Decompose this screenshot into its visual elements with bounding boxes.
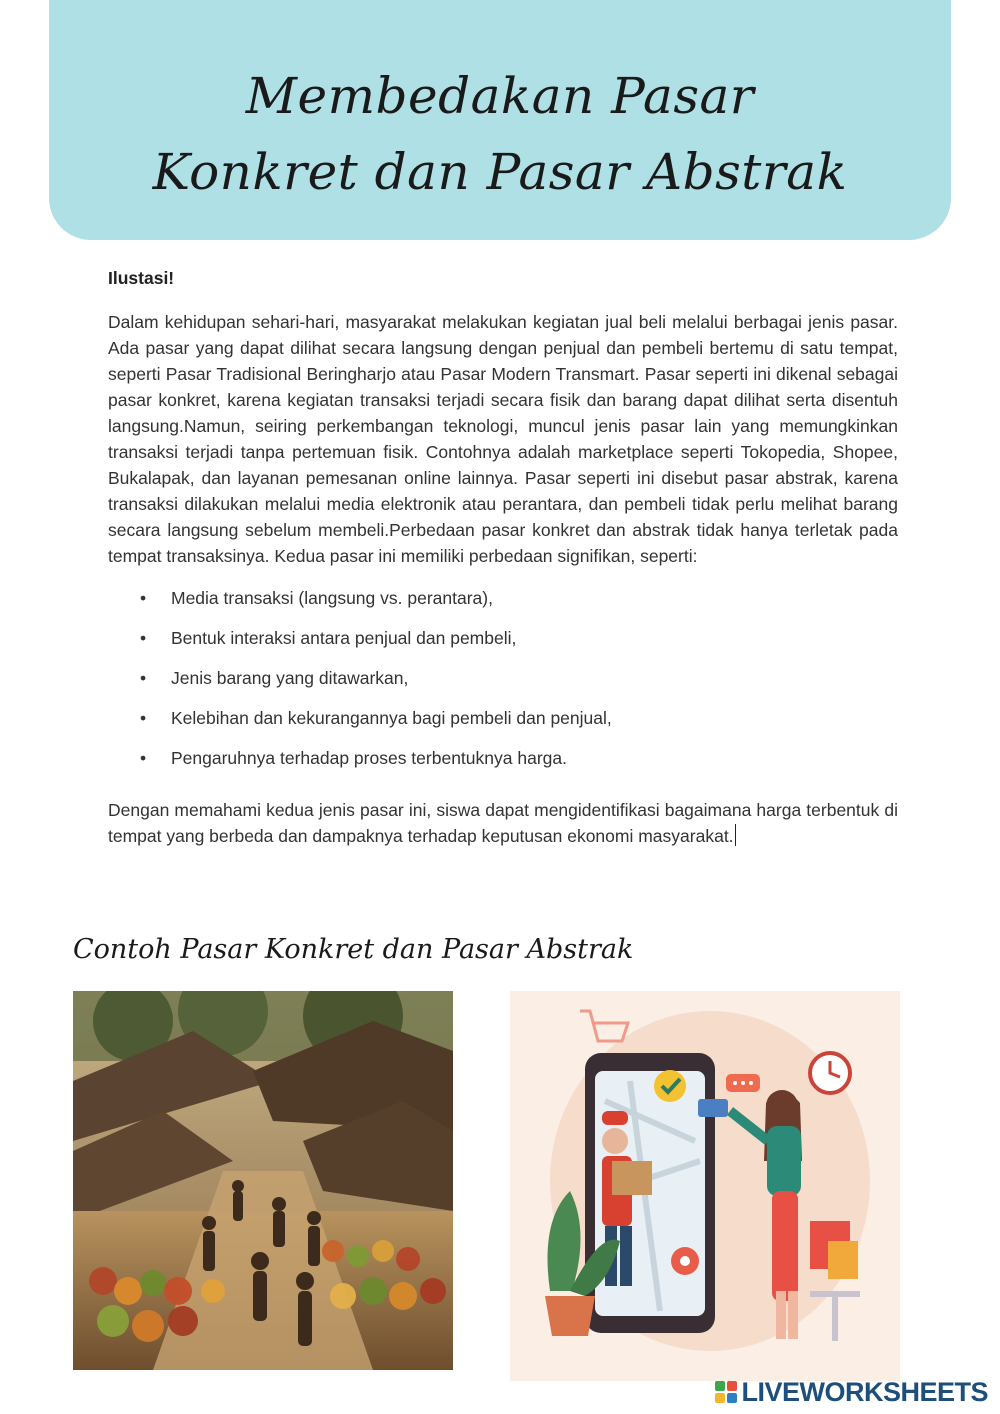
bullet-icon: • <box>140 708 147 728</box>
bullet-icon: • <box>140 748 147 768</box>
traditional-market-photo <box>73 991 453 1370</box>
section-heading: Ilustasi! <box>108 268 175 288</box>
closing-paragraph[interactable]: Dengan memahami kedua jenis pasar ini, siswa dapat mengidentifikasi bagaimana harga terbentuk di tempat yang berbeda dan dampaknya terhadap keputusan ekonomi masyarakat. <box>108 800 898 846</box>
online-shop-icon <box>510 991 900 1381</box>
list-item: • Bentuk interaksi antara penjual dan pembeli, <box>108 625 898 665</box>
intro-paragraph: Dalam kehidupan sehari-hari, masyarakat melakukan kegiatan jual beli melalui berbagai jenis pasar. Ada pasar yang dapat dilihat secara langsung dengan penjual dan pembeli bertemu di satu tempat, seperti Pasar Tradisional Beringharjo atau Pasar Modern Transmart. Pasar seperti ini dikenal sebagai pasar konkret, karena kegiatan transaksi terjadi secara fisik dan barang dapat dilihat serta disentuh langsung.Namun, seiring perkembangan teknologi, muncul jenis pasar lain yang memungkinkan transaksi terjadi tanpa pertemuan fisik. Contohnya adalah marketplace seperti Tokopedia, Shopee, Bukalapak, dan layanan pemesanan online lainnya. Pasar seperti ini disebut pasar abstrak, karena transaksi dilakukan melalui media elektronik atau perantara, dan pembeli tidak perlu melihat barang secara langsung sebelum membeli.Perbedaan pasar konkret dan abstrak tidak hanya terletak pada tempat transaksinya. Kedua pasar ini memiliki perbedaan signifikan, seperti: <box>108 312 898 566</box>
bullet-icon: • <box>140 588 147 608</box>
article-body <box>108 265 898 849</box>
list-item: • Pengaruhnya terhadap proses terbentuknya harga. <box>108 745 898 785</box>
list-item: • Media transaksi (langsung vs. perantara), <box>108 585 898 625</box>
list-item: • Kelebihan dan kekurangannya bagi pembeli dan penjual, <box>108 705 898 745</box>
page-title-line-1: Membedakan Pasar <box>245 67 755 125</box>
brand-name: LIVEWORKSHEETS <box>741 1376 988 1407</box>
online-shopping-illustration <box>510 991 900 1381</box>
market-photo-icon <box>73 991 453 1370</box>
footer-brand[interactable] <box>715 1376 988 1408</box>
page-title-line-2: Konkret dan Pasar Abstrak <box>152 143 848 201</box>
page-title <box>49 58 951 210</box>
bullet-icon: • <box>140 628 147 648</box>
difference-list <box>108 585 898 785</box>
text-cursor <box>735 824 736 846</box>
liveworksheets-logo-icon <box>715 1381 737 1403</box>
list-item: • Jenis barang yang ditawarkan, <box>108 665 898 705</box>
title-banner <box>49 0 951 240</box>
bullet-icon: • <box>140 668 147 688</box>
examples-subtitle: Contoh Pasar Konkret dan Pasar Abstrak <box>73 934 634 965</box>
